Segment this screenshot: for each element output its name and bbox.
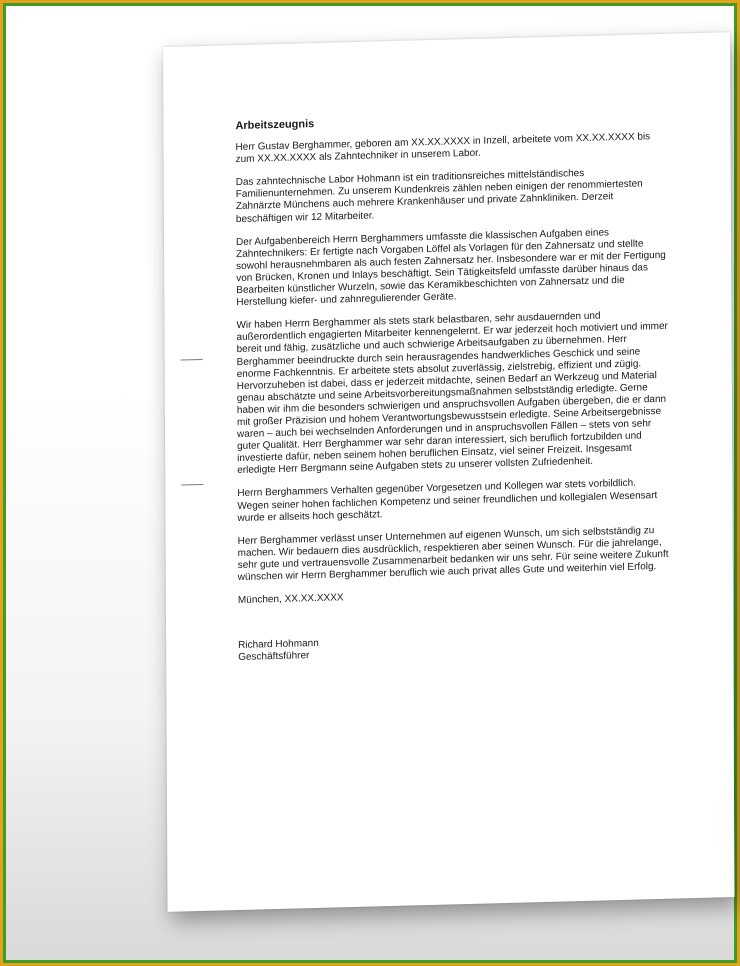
document-title: Arbeitszeugnis (235, 118, 315, 133)
signer-title: Geschäftsführer (238, 650, 310, 664)
paragraph-intro: Herr Gustav Berghammer, geboren am XX.XX.XXXX in Inzell, arbeitete vom XX.XX.XXXX bis zum XX.XX.XXXX als Zahntechniker in unserem Labor. (235, 131, 651, 166)
paragraph-conduct: Herrn Berghammers Verhalten gegenüber Vorgesetzen und Kollegen war stets vorbildlich. Wegen seiner hohen fachlichen Kompetenz und seiner freundlichen und kollegialen Wesensart wurde er allseits hoch geschätzt. (237, 478, 658, 524)
paragraph-company: Das zahntechnische Labor Hohmann ist ein traditionsreiches mittelständisches Familienunternehmen. Zu unserem Kundenkreis zählen neben einigen der renommiertesten Zahnärzte Münchens auch mehrere Krankenhäuser und private Zahnkliniken. Derzeit beschäftigen wir 12 Mitarbeiter. (235, 168, 643, 225)
document-page (163, 32, 735, 912)
hole-punch-mark (181, 484, 203, 486)
signature-block (238, 629, 670, 664)
signer-name: Richard Hohmann (238, 638, 319, 652)
paragraph-tasks: Der Aufgabenbereich Herrn Berghammers umfasste die klassischen Aufgaben eines Zahntechnikers: Er fertigte nach Vorgaben Löffel als Vorlagen für den Zahnersatz und stellte sowohl herausnehmbaren als auch festen Zahnersatz her. Insbesondere war er mit der Fertigung von Brücken, Kronen und Inlays beschäftigt. Sein Tätigkeitsfeld umfasste darüber hinaus das Bearbeiten künstlicher Wurzeln, sowie das Keramikbeschichten von Zahnersatz und die Herstellung kiefer- und zahnregulierender Geräte. (236, 226, 666, 309)
document-body (235, 109, 670, 665)
place-date: München, XX.XX.XXXX (237, 592, 344, 607)
paragraph-performance: Wir haben Herrn Berghammer als stets stark belastbaren, sehr ausdauernden und außerordentlich engagierten Mitarbeiter kennengelernt. Er war jederzeit hoch motiviert und immer bereit und fähig, zusätzliche und auch schwierige Arbeitsaufgaben zu übernehmen. Herr Berghammer beeindruckte durch sein herausragendes handwerkliches Geschick und seine enorme Fachkenntnis. Er arbeitete stets absolut zuverlässig, zielstrebig, effizient und zügig. Hervorzuheben ist dabei, dass er jederzeit mitdachte, seinen Bedarf an Werkzeug und Material genau abschätzte und seine Arbeitsvorbereitungsmaßnahmen selbstständig erledigte. Gerne haben wir ihm die besonders schwierigen und anspruchsvollen Aufgaben übergeben, die er dann mit großer Präzision und hohem Verantwortungsbewusstsein erledigte. Seine Arbeitsergebnisse waren – auch bei wechselnden Anforderungen und in anspruchsvollen Fällen – stets von sehr guter Qualität. Herr Berghammer war sehr daran interessiert, sich beruflich fortzubilden und investierte dafür, neben seinem hohen beruflichen Einsatz, viel seiner Freizeit. Insgesamt erledigte Herr Bergmann seine Aufgaben stets zu unserer vollsten Zufriedenheit. (236, 310, 668, 477)
fold-mark-top (181, 359, 203, 361)
paragraph-farewell: Herr Berghammer verlässt unser Unternehmen auf eigenen Wunsch, um sich selbstständig zu machen. Wir bedauern dies ausdrücklich, respektieren aber seinen Wunsch. Für die jahrelange, sehr gute und vertrauensvolle Zusammenarbeit bedanken wir uns sehr. Für seine weitere Zukunft wünschen wir Herrn Berghammer beruflich wie auch privat alles Gute und weiterhin viel Erfolg. (237, 524, 669, 584)
